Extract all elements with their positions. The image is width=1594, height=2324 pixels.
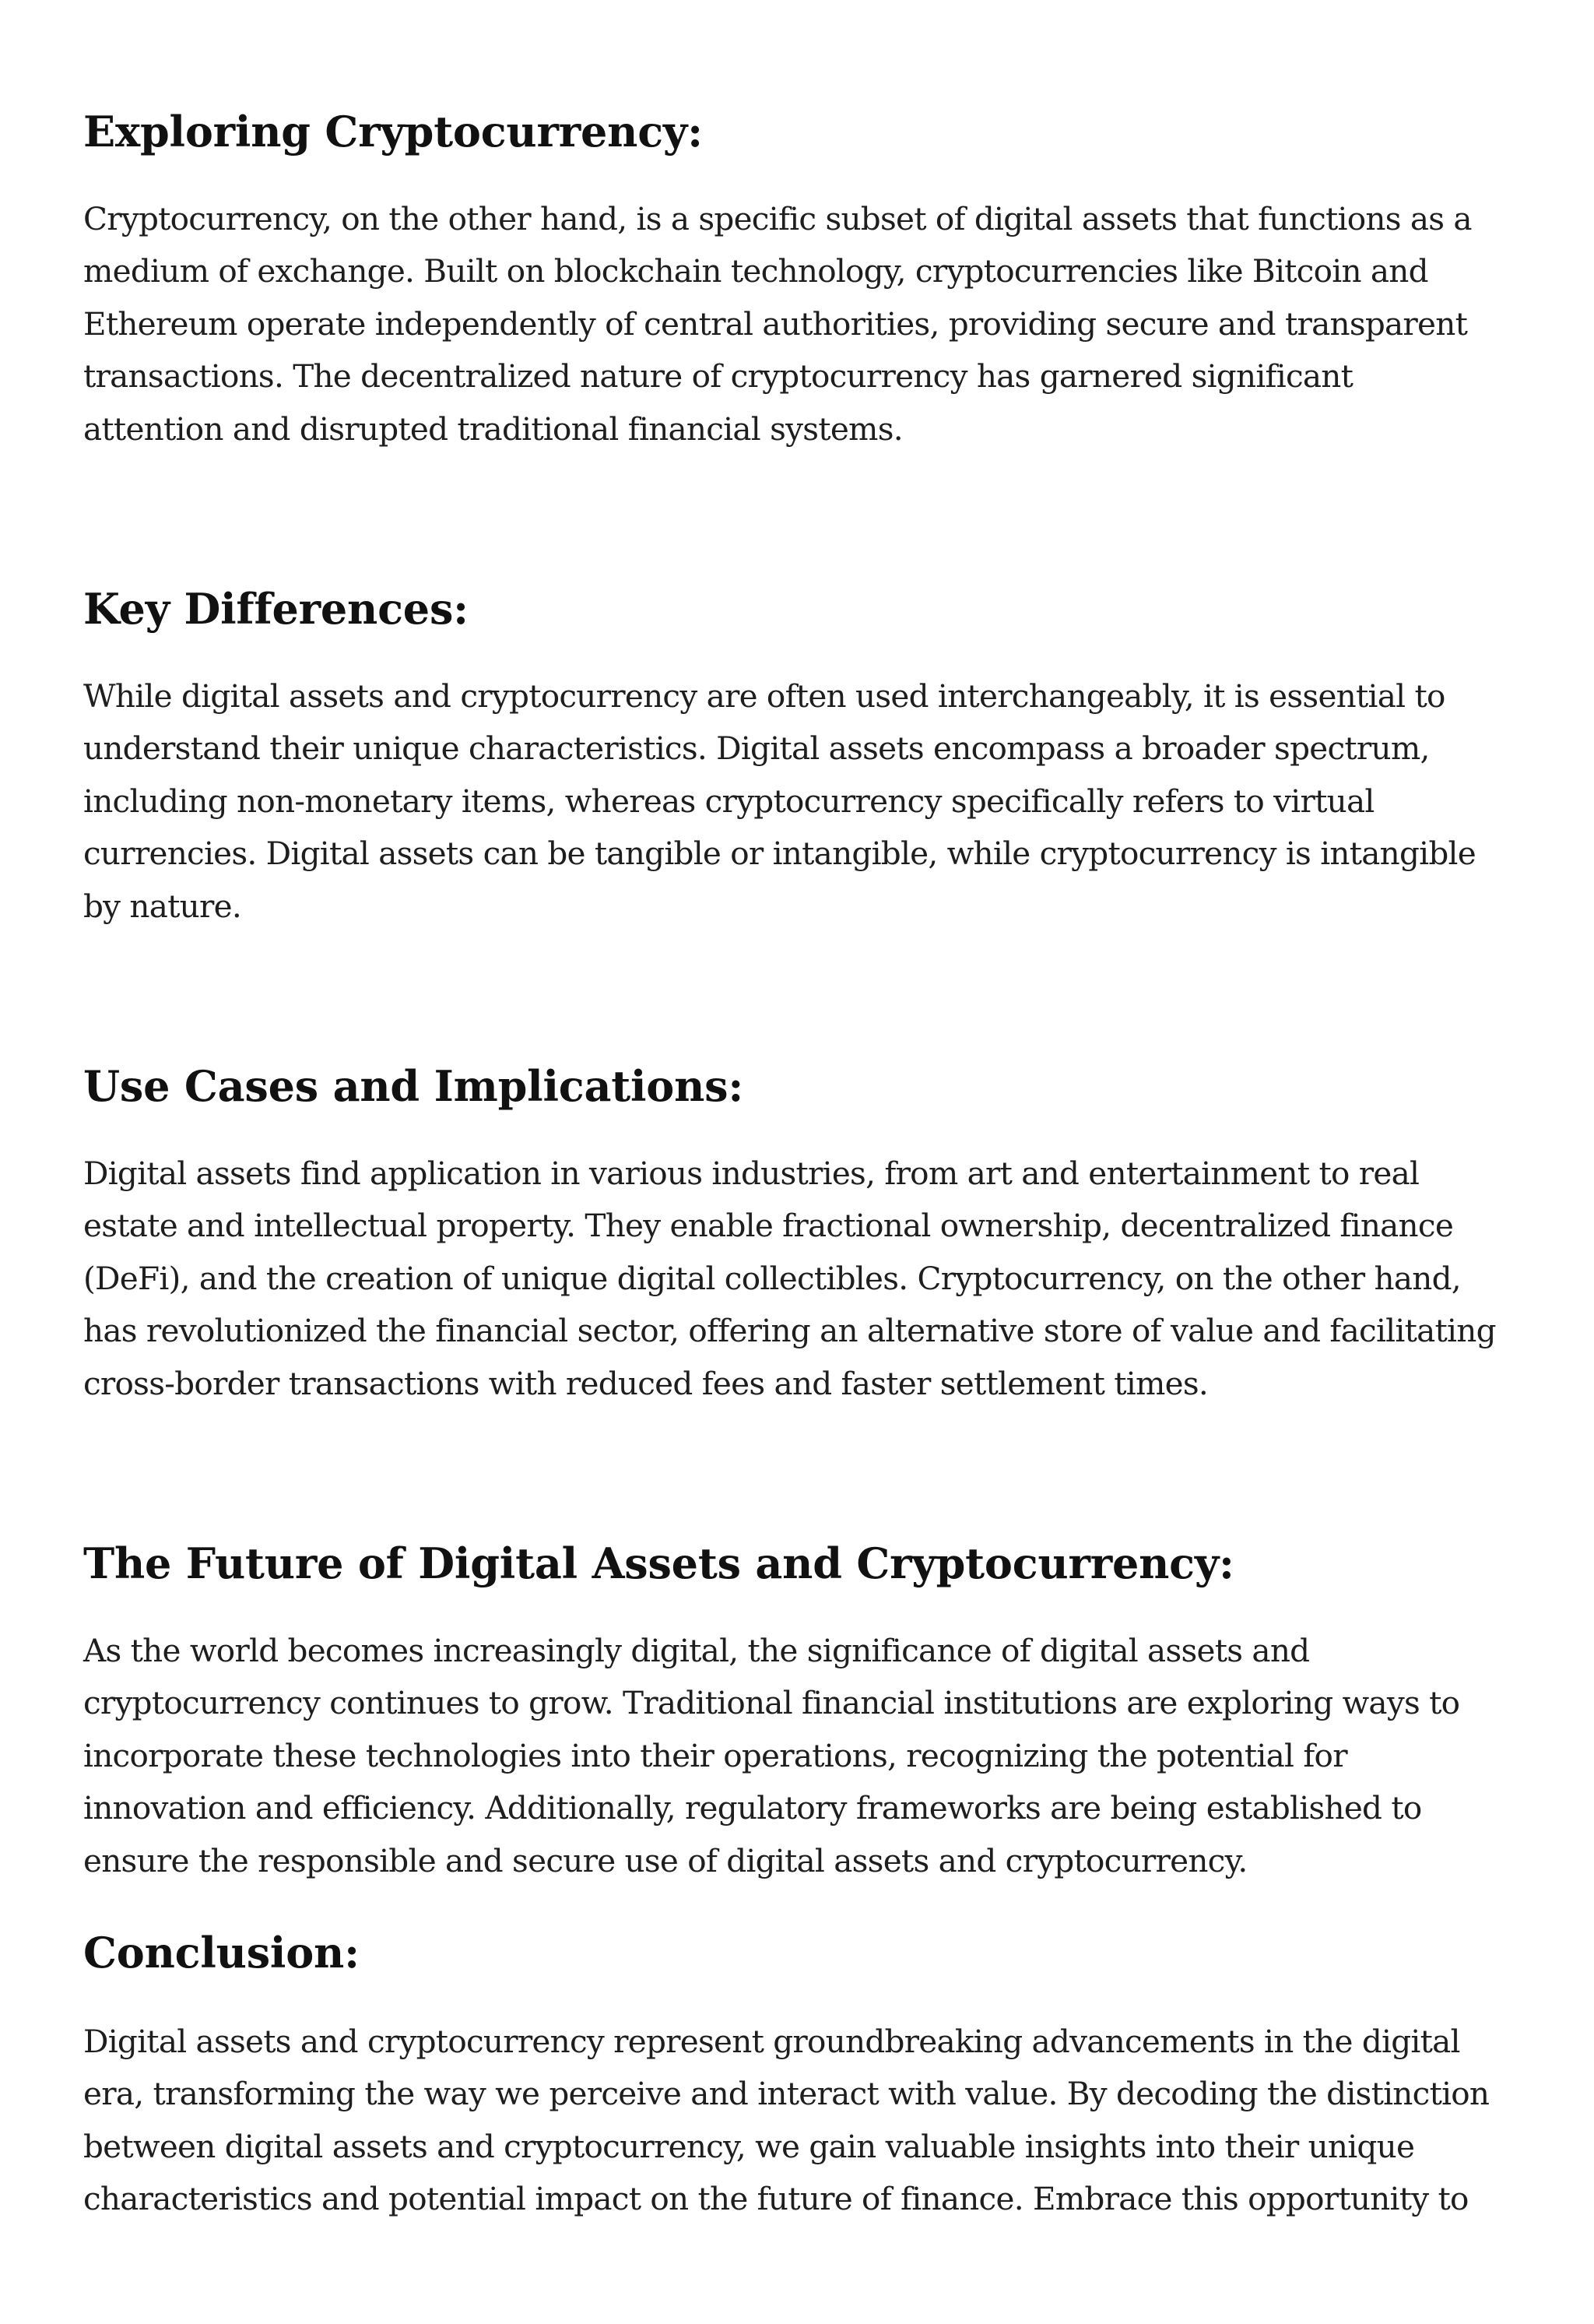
section-paragraph xyxy=(83,1148,1547,1410)
paragraph-line: Digital assets and cryptocurrency represent groundbreaking advancements in the digital xyxy=(83,2023,1460,2060)
paragraph-line: understand their unique characteristics. Digital assets encompass a broader spectrum, xyxy=(83,730,1430,768)
paragraph-line: attention and disrupted traditional financial systems. xyxy=(83,410,903,448)
paragraph-line: medium of exchange. Built on blockchain technology, cryptocurrencies like Bitcoin and xyxy=(83,252,1428,290)
section-key-differences xyxy=(83,583,1547,933)
section-future xyxy=(83,1538,1547,1887)
section-conclusion xyxy=(83,1927,1547,2226)
section-heading: Exploring Cryptocurrency: xyxy=(83,107,703,156)
section-paragraph xyxy=(83,670,1547,933)
paragraph-line: While digital assets and cryptocurrency are often used interchangeably, it is essential to xyxy=(83,677,1445,715)
section-heading: The Future of Digital Assets and Cryptocurrency: xyxy=(83,1538,1234,1588)
section-paragraph xyxy=(83,193,1547,455)
paragraph-line: era, transforming the way we perceive and interact with value. By decoding the distinction xyxy=(83,2075,1490,2113)
paragraph-line: Digital assets find application in various industries, from art and entertainment to real xyxy=(83,1155,1420,1192)
paragraph-line: As the world becomes increasingly digital, the significance of digital assets and xyxy=(83,1632,1310,1669)
paragraph-line: cryptocurrency continues to grow. Traditional financial institutions are exploring ways to xyxy=(83,1684,1460,1722)
paragraph-line: Cryptocurrency, on the other hand, is a specific subset of digital assets that functions as a xyxy=(83,200,1472,237)
paragraph-line: cross-border transactions with reduced fees and faster settlement times. xyxy=(83,1364,1209,1402)
section-use-cases xyxy=(83,1060,1547,1410)
paragraph-line: by nature. xyxy=(83,887,241,925)
paragraph-line: has revolutionized the financial sector, offering an alternative store of value and facilitating xyxy=(83,1312,1496,1350)
section-paragraph xyxy=(83,1625,1547,1887)
paragraph-line: between digital assets and cryptocurrency, we gain valuable insights into their unique xyxy=(83,2127,1415,2165)
paragraph-line: characteristics and potential impact on the future of finance. Embrace this opportunity to xyxy=(83,2180,1469,2218)
paragraph-line: (DeFi), and the creation of unique digital collectibles. Cryptocurrency, on the other hand, xyxy=(83,1259,1461,1297)
section-heading: Use Cases and Implications: xyxy=(83,1061,744,1111)
paragraph-line: estate and intellectual property. They enable fractional ownership, decentralized finance xyxy=(83,1207,1454,1245)
section-heading: Conclusion: xyxy=(83,1928,360,1978)
paragraph-line: ensure the responsible and secure use of digital assets and cryptocurrency. xyxy=(83,1841,1248,1879)
paragraph-line: Ethereum operate independently of central authorities, providing secure and transparent xyxy=(83,304,1468,343)
section-exploring-cryptocurrency xyxy=(83,106,1547,455)
paragraph-line: innovation and efficiency. Additionally, regulatory frameworks are being established to xyxy=(83,1789,1422,1827)
paragraph-line: transactions. The decentralized nature of cryptocurrency has garnered significant xyxy=(83,357,1353,396)
section-heading: Key Differences: xyxy=(83,584,469,634)
section-paragraph xyxy=(83,2016,1547,2226)
paragraph-line: including non-monetary items, whereas cryptocurrency specifically refers to virtual xyxy=(83,782,1375,820)
paragraph-line: incorporate these technologies into their operations, recognizing the potential for xyxy=(83,1736,1347,1774)
paragraph-line: currencies. Digital assets can be tangible or intangible, while cryptocurrency is intangible xyxy=(83,835,1476,873)
